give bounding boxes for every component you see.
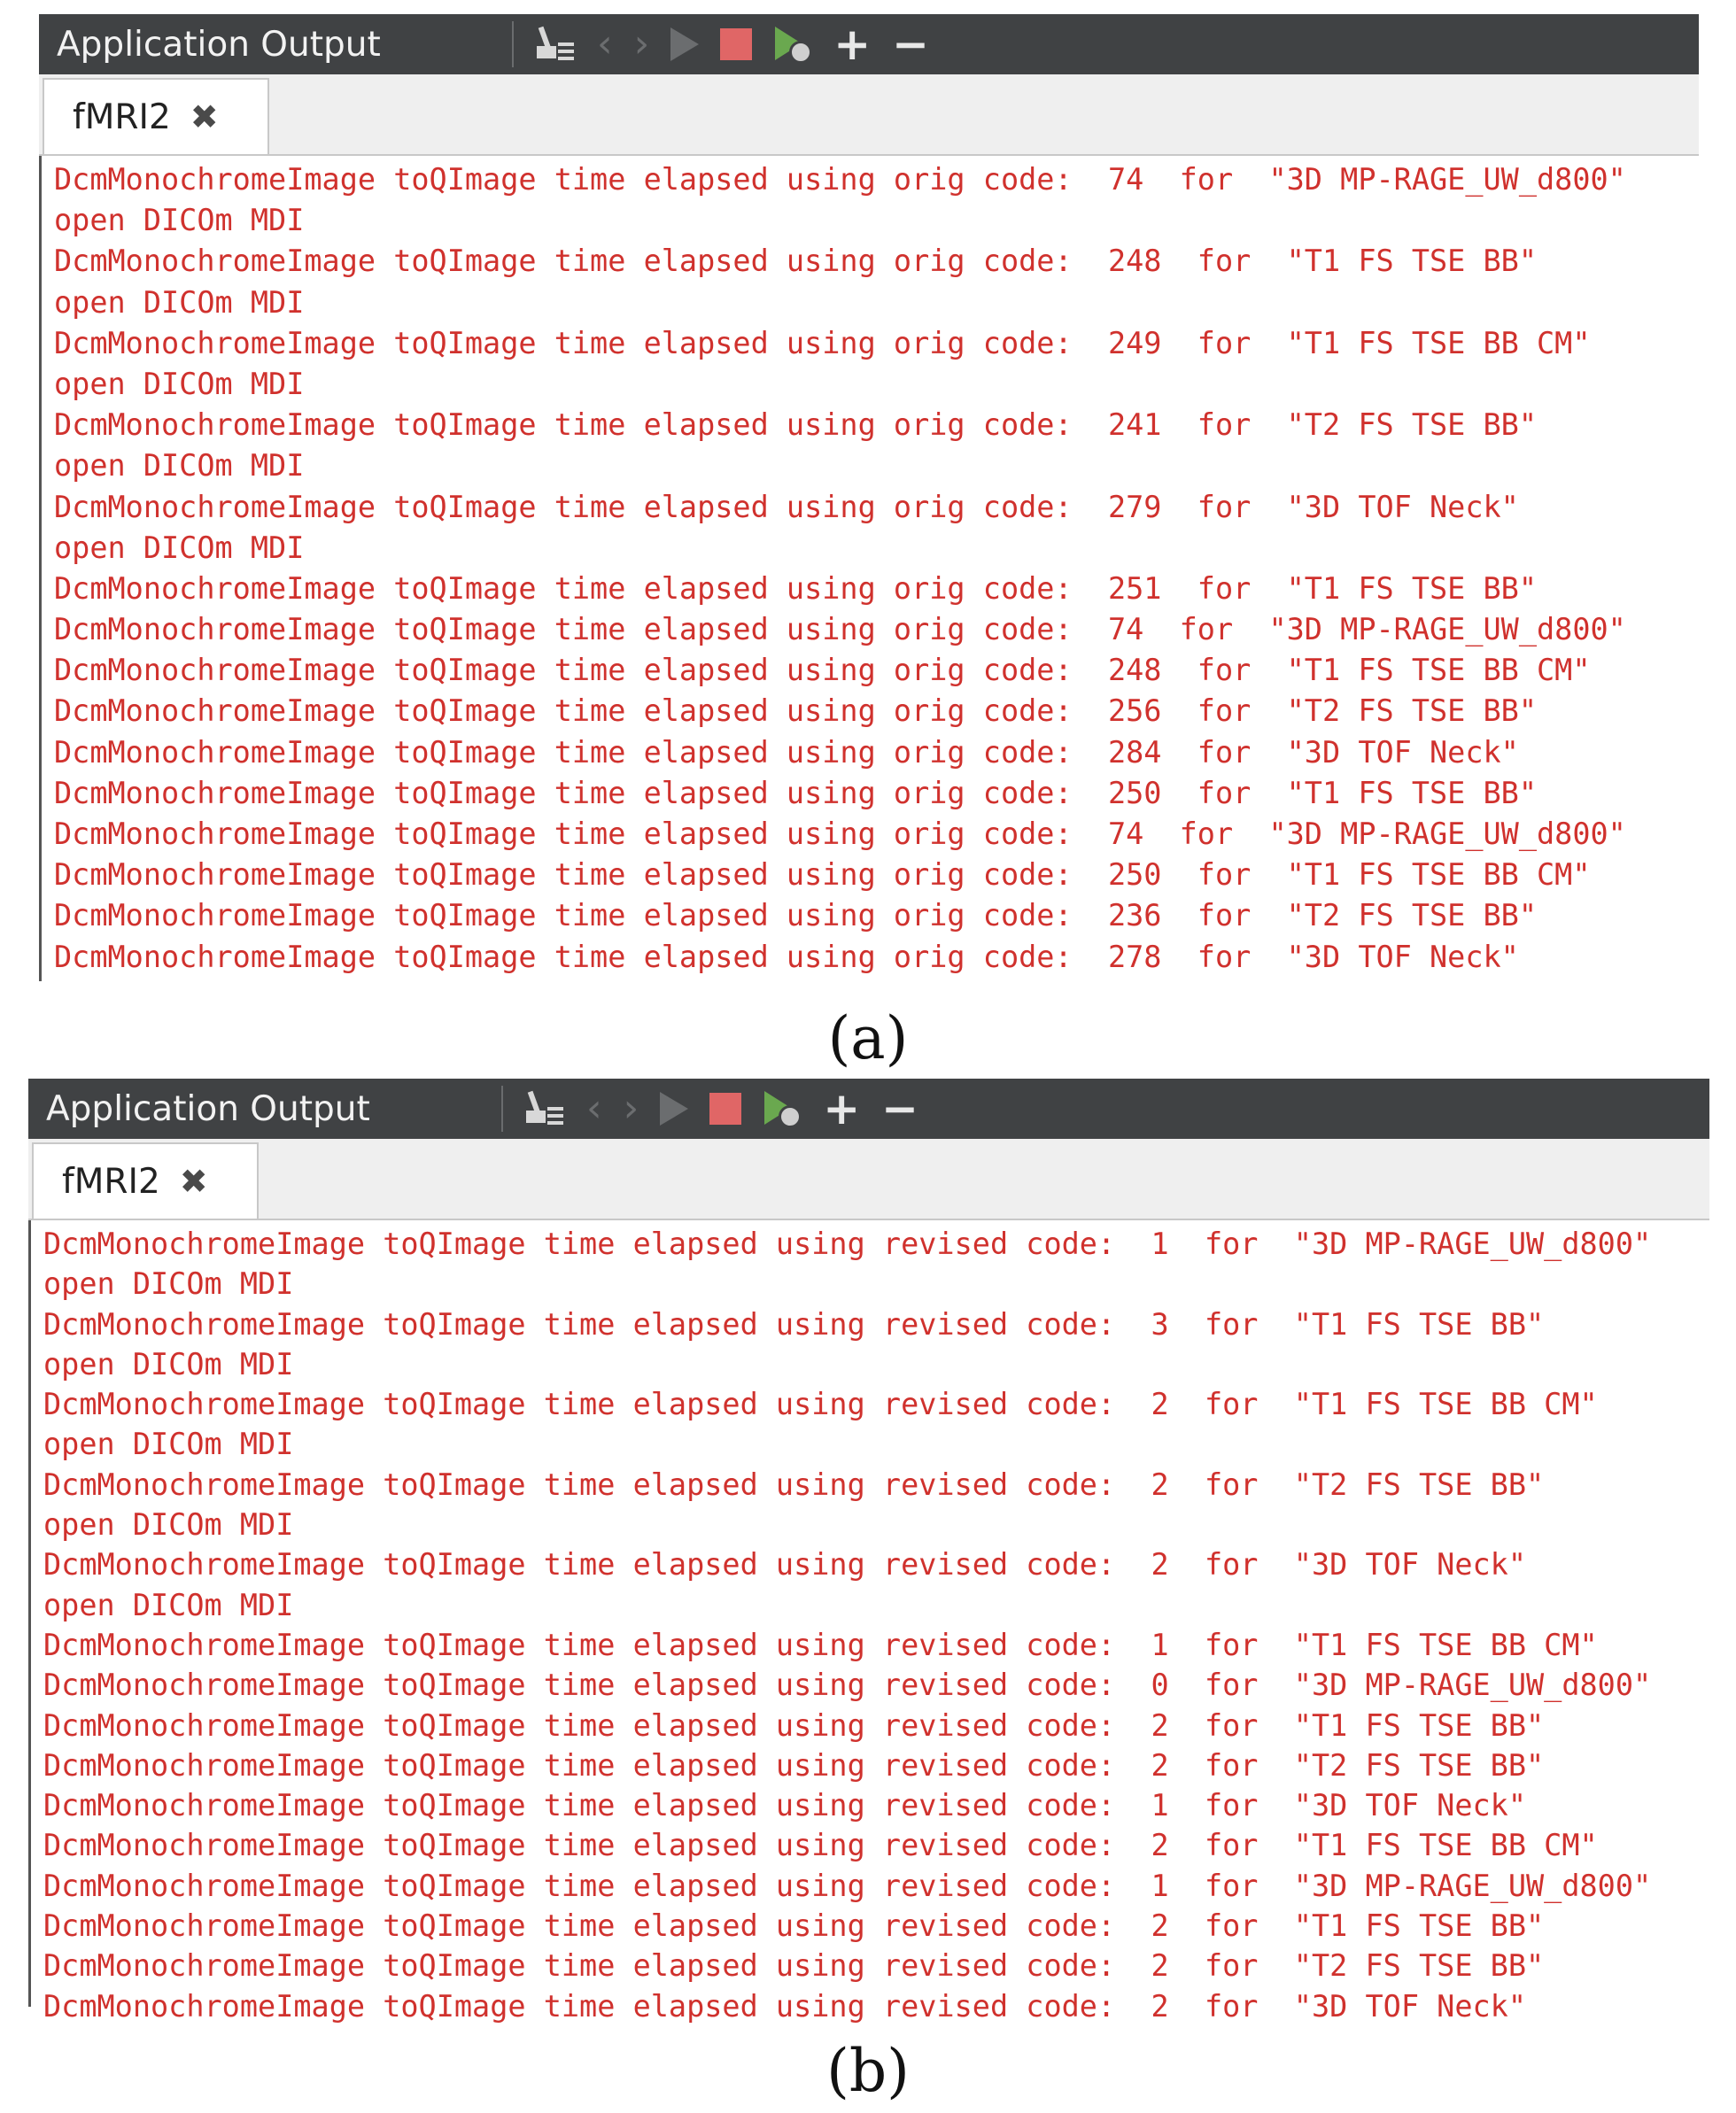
console-line: DcmMonochromeImage toQImage time elapsed using orig code: 256 for "T2 FS TSE BB" <box>54 693 1538 729</box>
stop-icon[interactable] <box>720 14 752 74</box>
console-line: DcmMonochromeImage toQImage time elapsed using orig code: 278 for "3D TOF Neck" <box>54 939 1519 974</box>
chevron-left-icon[interactable]: ‹ <box>586 1086 602 1131</box>
console-line: open DICOm MDI <box>43 1266 294 1302</box>
console-line: DcmMonochromeImage toQImage time elapsed using revised code: 2 for "T2 FS TSE BB" <box>43 1948 1545 1984</box>
console-line: DcmMonochromeImage toQImage time elapsed using orig code: 74 for "3D MP-RAGE_UW_d800" <box>54 817 1626 851</box>
application-output-panel-b <box>28 1079 1709 2024</box>
console-line: DcmMonochromeImage toQImage time elapsed using revised code: 3 for "T1 FS TSE BB" <box>43 1306 1545 1342</box>
run-debug-icon[interactable] <box>773 14 812 74</box>
console-line: DcmMonochromeImage toQImage time elapsed using revised code: 2 for "T1 FS TSE BB CM" <box>43 1828 1598 1863</box>
run-debug-icon[interactable] <box>763 1079 802 1139</box>
chevron-right-icon[interactable]: › <box>633 21 650 66</box>
panel-title: Application Output <box>46 1088 370 1129</box>
figure-caption-b: (b) <box>826 2037 910 2105</box>
plus-icon[interactable]: + <box>823 1083 861 1134</box>
console-output[interactable] <box>39 156 1699 981</box>
play-icon[interactable] <box>670 14 699 74</box>
console-line: DcmMonochromeImage toQImage time elapsed using revised code: 1 for "3D MP-RAGE_UW_d800" <box>43 1868 1652 1903</box>
console-line: DcmMonochromeImage toQImage time elapsed using revised code: 1 for "T1 FS TSE BB CM" <box>43 1627 1598 1662</box>
minus-icon[interactable]: − <box>881 1083 919 1134</box>
console-line: open DICOm MDI <box>54 284 305 320</box>
console-line: DcmMonochromeImage toQImage time elapsed using orig code: 251 for "T1 FS TSE BB" <box>54 570 1538 606</box>
application-output-panel-a <box>39 14 1699 981</box>
clear-icon[interactable] <box>526 1079 565 1139</box>
close-icon[interactable]: ✖ <box>179 1162 208 1201</box>
output-tabbar <box>28 1139 1709 1220</box>
console-line: DcmMonochromeImage toQImage time elapsed using revised code: 2 for "3D TOF Neck" <box>43 1988 1527 2024</box>
tab-fmri2[interactable] <box>32 1142 259 1219</box>
console-output[interactable] <box>28 1220 1709 2024</box>
console-line: open DICOm MDI <box>54 203 305 238</box>
console-line: open DICOm MDI <box>43 1427 294 1462</box>
console-line: DcmMonochromeImage toQImage time elapsed using revised code: 2 for "T2 FS TSE BB" <box>43 1467 1545 1502</box>
console-line: DcmMonochromeImage toQImage time elapsed using orig code: 74 for "3D MP-RAGE_UW_d800" <box>54 162 1626 197</box>
panel-title: Application Output <box>57 24 381 65</box>
chevron-left-icon[interactable]: ‹ <box>597 21 613 66</box>
console-line: DcmMonochromeImage toQImage time elapsed using revised code: 2 for "3D TOF Neck" <box>43 1547 1527 1583</box>
console-line: open DICOm MDI <box>43 1587 294 1622</box>
console-line: DcmMonochromeImage toQImage time elapsed using revised code: 2 for "T1 FS TSE BB CM" <box>43 1387 1598 1422</box>
stop-icon[interactable] <box>709 1079 741 1139</box>
console-line: DcmMonochromeImage toQImage time elapsed using revised code: 2 for "T1 FS TSE BB" <box>43 1908 1545 1944</box>
console-line: DcmMonochromeImage toQImage time elapsed using revised code: 2 for "T2 FS TSE BB" <box>43 1747 1545 1783</box>
toolbar-separator <box>512 21 514 67</box>
output-titlebar <box>39 14 1699 74</box>
console-line: DcmMonochromeImage toQImage time elapsed using orig code: 236 for "T2 FS TSE BB" <box>54 898 1538 933</box>
console-line: open DICOm MDI <box>54 530 305 565</box>
console-line: DcmMonochromeImage toQImage time elapsed using orig code: 250 for "T1 FS TSE BB" <box>54 775 1538 810</box>
console-line: DcmMonochromeImage toQImage time elapsed using orig code: 249 for "T1 FS TSE BB CM" <box>54 325 1591 360</box>
console-line: DcmMonochromeImage toQImage time elapsed using orig code: 241 for "T2 FS TSE BB" <box>54 407 1538 443</box>
output-tabbar <box>39 74 1699 156</box>
console-line: DcmMonochromeImage toQImage time elapsed using orig code: 248 for "T1 FS TSE BB CM" <box>54 653 1591 688</box>
console-line: open DICOm MDI <box>54 366 305 401</box>
toolbar-separator <box>501 1086 503 1132</box>
console-line: open DICOm MDI <box>43 1507 294 1543</box>
tab-fmri2[interactable] <box>43 78 269 154</box>
console-line: DcmMonochromeImage toQImage time elapsed using orig code: 284 for "3D TOF Neck" <box>54 734 1519 770</box>
console-line: open DICOm MDI <box>43 1346 294 1382</box>
output-titlebar <box>28 1079 1709 1139</box>
console-line: DcmMonochromeImage toQImage time elapsed using orig code: 248 for "T1 FS TSE BB" <box>54 244 1538 279</box>
tab-label: fMRI2 <box>62 1161 160 1202</box>
tab-label: fMRI2 <box>73 97 171 137</box>
console-line: DcmMonochromeImage toQImage time elapsed using orig code: 74 for "3D MP-RAGE_UW_d800" <box>54 612 1626 647</box>
console-line: open DICOm MDI <box>54 448 305 484</box>
figure-caption-a: (a) <box>827 1004 909 1072</box>
console-line: DcmMonochromeImage toQImage time elapsed using revised code: 1 for "3D MP-RAGE_UW_d800" <box>43 1227 1652 1261</box>
console-line: DcmMonochromeImage toQImage time elapsed using orig code: 250 for "T1 FS TSE BB CM" <box>54 857 1591 893</box>
plus-icon[interactable]: + <box>833 19 872 70</box>
console-line: DcmMonochromeImage toQImage time elapsed using orig code: 279 for "3D TOF Neck" <box>54 489 1519 524</box>
close-icon[interactable]: ✖ <box>190 97 219 136</box>
chevron-right-icon[interactable]: › <box>623 1086 639 1131</box>
console-line: DcmMonochromeImage toQImage time elapsed using revised code: 2 for "T1 FS TSE BB" <box>43 1707 1545 1743</box>
console-line: DcmMonochromeImage toQImage time elapsed using revised code: 1 for "3D TOF Neck" <box>43 1788 1527 1823</box>
minus-icon[interactable]: − <box>892 19 930 70</box>
clear-icon[interactable] <box>537 14 576 74</box>
console-line: DcmMonochromeImage toQImage time elapsed using revised code: 0 for "3D MP-RAGE_UW_d800" <box>43 1668 1652 1703</box>
play-icon[interactable] <box>660 1079 688 1139</box>
